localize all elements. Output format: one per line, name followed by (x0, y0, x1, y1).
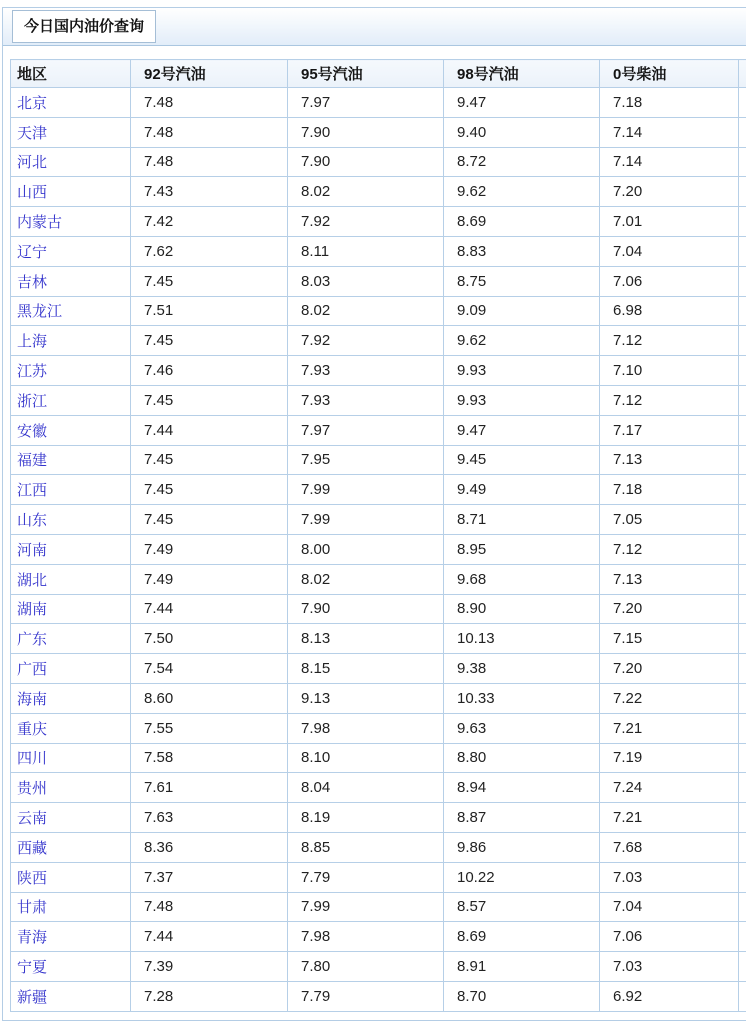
clipped-cell (739, 445, 746, 475)
table-row (11, 356, 746, 386)
price-cell: 7.55 (131, 713, 288, 743)
table-row (11, 207, 746, 237)
region-link[interactable]: 陕西 (11, 862, 131, 892)
clipped-cell (739, 594, 746, 624)
price-cell: 7.18 (600, 475, 739, 505)
table-row (11, 594, 746, 624)
price-cell: 7.39 (131, 952, 288, 982)
price-cell: 8.70 (444, 981, 600, 1011)
column-header-92-gasoline: 92号汽油 (131, 60, 288, 88)
price-cell: 7.58 (131, 743, 288, 773)
clipped-cell (739, 505, 746, 535)
tab-bar (3, 8, 746, 46)
region-link[interactable]: 宁夏 (11, 952, 131, 982)
price-cell: 7.01 (600, 207, 739, 237)
table-row (11, 683, 746, 713)
price-cell: 8.02 (288, 296, 444, 326)
price-cell: 9.68 (444, 564, 600, 594)
price-cell: 7.99 (288, 475, 444, 505)
price-cell: 7.20 (600, 177, 739, 207)
table-row (11, 296, 746, 326)
price-cell: 7.17 (600, 415, 739, 445)
price-cell: 7.06 (600, 266, 739, 296)
tab-today-domestic-oil-price[interactable]: 今日国内油价查询 (12, 10, 156, 43)
clipped-cell (739, 624, 746, 654)
price-cell: 8.69 (444, 922, 600, 952)
table-body (11, 88, 746, 1012)
price-cell: 8.87 (444, 803, 600, 833)
price-cell: 7.44 (131, 594, 288, 624)
table-row (11, 177, 746, 207)
table-row (11, 803, 746, 833)
price-cell: 9.13 (288, 683, 444, 713)
price-cell: 7.48 (131, 88, 288, 118)
region-link[interactable]: 海南 (11, 683, 131, 713)
table-row (11, 832, 746, 862)
price-cell: 8.11 (288, 236, 444, 266)
price-cell: 8.00 (288, 534, 444, 564)
price-cell: 7.21 (600, 803, 739, 833)
price-cell: 8.02 (288, 177, 444, 207)
clipped-cell (739, 743, 746, 773)
price-cell: 7.06 (600, 922, 739, 952)
region-link[interactable]: 辽宁 (11, 236, 131, 266)
price-cell: 8.15 (288, 654, 444, 684)
price-cell: 7.92 (288, 207, 444, 237)
price-cell: 7.05 (600, 505, 739, 535)
region-link[interactable]: 北京 (11, 88, 131, 118)
price-cell: 8.71 (444, 505, 600, 535)
clipped-cell (739, 683, 746, 713)
table-row (11, 147, 746, 177)
price-cell: 7.79 (288, 981, 444, 1011)
price-cell: 9.93 (444, 356, 600, 386)
price-cell: 7.24 (600, 773, 739, 803)
region-link[interactable]: 浙江 (11, 385, 131, 415)
price-cell: 7.19 (600, 743, 739, 773)
clipped-cell (739, 654, 746, 684)
column-header-0-diesel: 0号柴油 (600, 60, 739, 88)
price-cell: 7.48 (131, 892, 288, 922)
table-row (11, 892, 746, 922)
price-cell: 7.45 (131, 326, 288, 356)
clipped-cell (739, 326, 746, 356)
price-cell: 10.13 (444, 624, 600, 654)
column-header-98-gasoline: 98号汽油 (444, 60, 600, 88)
price-cell: 9.47 (444, 415, 600, 445)
price-cell: 7.97 (288, 415, 444, 445)
price-cell: 8.60 (131, 683, 288, 713)
price-cell: 7.99 (288, 892, 444, 922)
clipped-cell (739, 862, 746, 892)
table-row (11, 952, 746, 982)
region-link[interactable]: 江苏 (11, 356, 131, 386)
price-cell: 7.45 (131, 505, 288, 535)
price-cell: 9.40 (444, 117, 600, 147)
clipped-cell (739, 832, 746, 862)
clipped-cell (739, 892, 746, 922)
table-header-row (11, 60, 746, 88)
price-cell: 9.45 (444, 445, 600, 475)
price-cell: 9.86 (444, 832, 600, 862)
price-cell: 7.98 (288, 713, 444, 743)
table-row (11, 475, 746, 505)
price-cell: 7.20 (600, 594, 739, 624)
price-cell: 7.12 (600, 534, 739, 564)
region-link[interactable]: 山东 (11, 505, 131, 535)
table-row (11, 505, 746, 535)
clipped-cell (739, 564, 746, 594)
clipped-cell (739, 475, 746, 505)
region-link[interactable]: 天津 (11, 117, 131, 147)
table-row (11, 117, 746, 147)
region-link[interactable]: 湖南 (11, 594, 131, 624)
price-cell: 8.57 (444, 892, 600, 922)
price-cell: 8.95 (444, 534, 600, 564)
price-cell: 7.90 (288, 594, 444, 624)
price-cell: 10.22 (444, 862, 600, 892)
price-cell: 8.36 (131, 832, 288, 862)
price-cell: 7.48 (131, 117, 288, 147)
price-cell: 7.51 (131, 296, 288, 326)
price-cell: 8.02 (288, 564, 444, 594)
region-link[interactable]: 福建 (11, 445, 131, 475)
table-row (11, 743, 746, 773)
price-cell: 7.63 (131, 803, 288, 833)
price-cell: 7.04 (600, 236, 739, 266)
price-cell: 7.93 (288, 356, 444, 386)
clipped-cell (739, 177, 746, 207)
price-cell: 8.72 (444, 147, 600, 177)
price-cell: 7.03 (600, 862, 739, 892)
price-cell: 8.03 (288, 266, 444, 296)
price-cell: 7.50 (131, 624, 288, 654)
region-link[interactable]: 上海 (11, 326, 131, 356)
price-cell: 7.95 (288, 445, 444, 475)
price-cell: 8.83 (444, 236, 600, 266)
clipped-cell (739, 713, 746, 743)
table-row (11, 773, 746, 803)
region-link[interactable]: 广西 (11, 654, 131, 684)
table-row (11, 236, 746, 266)
price-cell: 7.14 (600, 147, 739, 177)
table-row (11, 624, 746, 654)
region-link[interactable]: 吉林 (11, 266, 131, 296)
oil-price-panel (2, 7, 746, 1021)
table-row (11, 922, 746, 952)
price-cell: 7.04 (600, 892, 739, 922)
clipped-cell (739, 236, 746, 266)
region-link[interactable]: 四川 (11, 743, 131, 773)
column-header-95-gasoline: 95号汽油 (288, 60, 444, 88)
clipped-cell (739, 147, 746, 177)
region-link[interactable]: 江西 (11, 475, 131, 505)
price-cell: 7.45 (131, 445, 288, 475)
region-link[interactable]: 广东 (11, 624, 131, 654)
region-link[interactable]: 安徽 (11, 415, 131, 445)
region-link[interactable]: 青海 (11, 922, 131, 952)
price-cell: 7.80 (288, 952, 444, 982)
table-row (11, 445, 746, 475)
price-cell: 7.93 (288, 385, 444, 415)
price-cell: 7.43 (131, 177, 288, 207)
region-link[interactable]: 重庆 (11, 713, 131, 743)
price-cell: 7.12 (600, 326, 739, 356)
region-link[interactable]: 云南 (11, 803, 131, 833)
price-cell: 8.69 (444, 207, 600, 237)
price-cell: 8.19 (288, 803, 444, 833)
clipped-cell (739, 207, 746, 237)
clipped-cell (739, 296, 746, 326)
price-cell: 9.63 (444, 713, 600, 743)
price-cell: 7.62 (131, 236, 288, 266)
price-cell: 7.54 (131, 654, 288, 684)
table-row (11, 534, 746, 564)
price-cell: 7.13 (600, 564, 739, 594)
clipped-cell (739, 952, 746, 982)
table-row (11, 862, 746, 892)
region-link[interactable]: 内蒙古 (11, 207, 131, 237)
clipped-cell (739, 88, 746, 118)
price-cell: 8.85 (288, 832, 444, 862)
price-cell: 7.90 (288, 147, 444, 177)
price-cell: 6.92 (600, 981, 739, 1011)
price-cell: 8.91 (444, 952, 600, 982)
table-row (11, 654, 746, 684)
price-cell: 8.04 (288, 773, 444, 803)
clipped-cell (739, 385, 746, 415)
clipped-cell (739, 803, 746, 833)
price-cell: 7.61 (131, 773, 288, 803)
price-cell: 9.62 (444, 326, 600, 356)
region-link[interactable]: 黑龙江 (11, 296, 131, 326)
price-cell: 7.15 (600, 624, 739, 654)
region-link[interactable]: 河南 (11, 534, 131, 564)
column-header-region: 地区 (11, 60, 131, 88)
clipped-cell (739, 117, 746, 147)
price-cell: 7.44 (131, 922, 288, 952)
region-link[interactable]: 河北 (11, 147, 131, 177)
clipped-cell (739, 415, 746, 445)
price-cell: 9.09 (444, 296, 600, 326)
price-cell: 7.28 (131, 981, 288, 1011)
price-cell: 6.98 (600, 296, 739, 326)
region-link[interactable]: 贵州 (11, 773, 131, 803)
price-cell: 7.37 (131, 862, 288, 892)
price-cell: 7.99 (288, 505, 444, 535)
column-header-clipped (739, 60, 746, 88)
price-cell: 7.20 (600, 654, 739, 684)
table-row (11, 564, 746, 594)
price-cell: 9.47 (444, 88, 600, 118)
price-cell: 7.90 (288, 117, 444, 147)
price-cell: 7.14 (600, 117, 739, 147)
price-cell: 8.94 (444, 773, 600, 803)
price-cell: 7.18 (600, 88, 739, 118)
price-cell: 7.22 (600, 683, 739, 713)
price-cell: 7.45 (131, 385, 288, 415)
price-cell: 7.45 (131, 266, 288, 296)
price-cell: 9.62 (444, 177, 600, 207)
region-link[interactable]: 湖北 (11, 564, 131, 594)
clipped-cell (739, 981, 746, 1011)
price-cell: 9.38 (444, 654, 600, 684)
table-row (11, 88, 746, 118)
price-cell: 7.46 (131, 356, 288, 386)
table-row (11, 385, 746, 415)
table-row (11, 415, 746, 445)
price-cell: 8.80 (444, 743, 600, 773)
region-link[interactable]: 甘肃 (11, 892, 131, 922)
table-row (11, 266, 746, 296)
price-cell: 8.75 (444, 266, 600, 296)
price-cell: 7.92 (288, 326, 444, 356)
region-link[interactable]: 新疆 (11, 981, 131, 1011)
price-cell: 7.97 (288, 88, 444, 118)
price-cell: 9.49 (444, 475, 600, 505)
price-cell: 7.03 (600, 952, 739, 982)
price-cell: 7.13 (600, 445, 739, 475)
clipped-cell (739, 922, 746, 952)
price-cell: 7.49 (131, 564, 288, 594)
oil-price-table (10, 59, 746, 1012)
price-cell: 8.10 (288, 743, 444, 773)
price-cell: 10.33 (444, 683, 600, 713)
price-cell: 7.10 (600, 356, 739, 386)
price-cell: 7.48 (131, 147, 288, 177)
price-cell: 8.13 (288, 624, 444, 654)
clipped-cell (739, 534, 746, 564)
clipped-cell (739, 773, 746, 803)
price-cell: 7.49 (131, 534, 288, 564)
price-cell: 8.90 (444, 594, 600, 624)
price-cell: 7.79 (288, 862, 444, 892)
price-cell: 7.42 (131, 207, 288, 237)
clipped-cell (739, 266, 746, 296)
table-row (11, 326, 746, 356)
price-cell: 7.98 (288, 922, 444, 952)
price-cell: 7.12 (600, 385, 739, 415)
price-cell: 7.44 (131, 415, 288, 445)
region-link[interactable]: 山西 (11, 177, 131, 207)
price-cell: 9.93 (444, 385, 600, 415)
price-cell: 7.21 (600, 713, 739, 743)
price-cell: 7.45 (131, 475, 288, 505)
clipped-cell (739, 356, 746, 386)
price-cell: 7.68 (600, 832, 739, 862)
region-link[interactable]: 西藏 (11, 832, 131, 862)
table-row (11, 713, 746, 743)
table-row (11, 981, 746, 1011)
